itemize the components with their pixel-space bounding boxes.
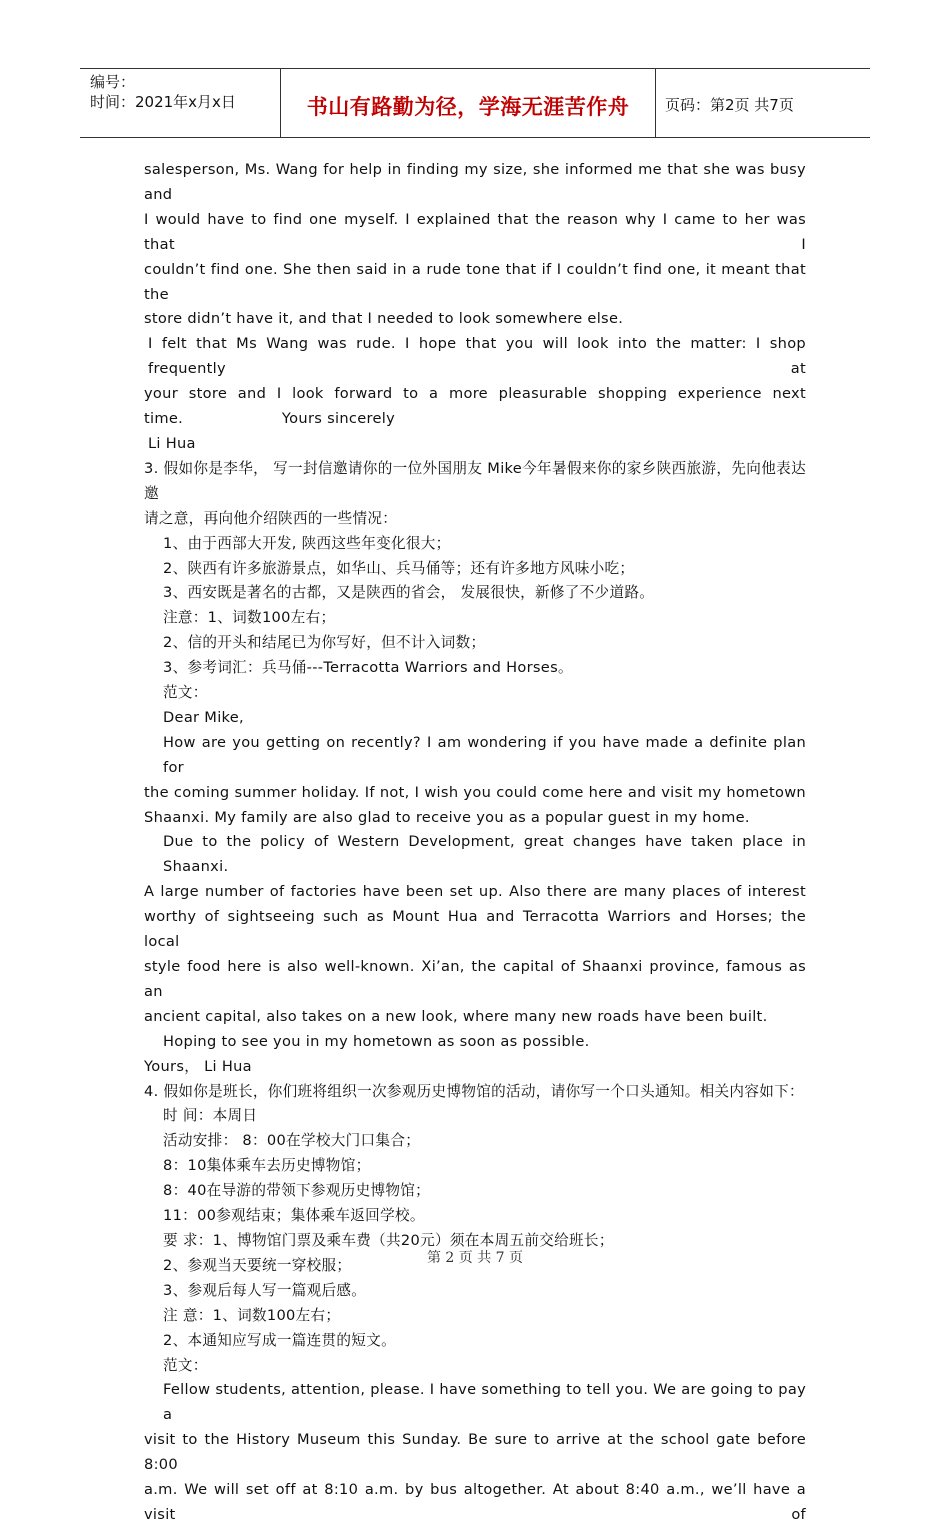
list-item: 11：00参观结束；集体乘车返回学校。 xyxy=(163,1207,425,1225)
question-heading: 3. 假如你是李华， 写一封信邀请你的一位外国朋友 Mike今年暑假来你的家乡陕西旅游，先向他表达邀 xyxy=(144,459,806,502)
question-heading: 4. 假如你是班长，你们班将组织一次参观历史博物馆的活动，请你写一个口头通知。相关内容如下： xyxy=(144,1082,804,1100)
list-item: 3、西安既是著名的古都，又是陕西的省会， 发展很快，新修了不少道路。 xyxy=(163,584,655,602)
list-item: 时 间：本周日 xyxy=(163,1107,258,1125)
note-line: 注意：1、词数100左右； xyxy=(163,609,336,627)
list-item: 8：10集体乘车去历史博物馆； xyxy=(163,1157,371,1175)
list-item: 8：40在导游的带领下参观历史博物馆； xyxy=(163,1182,431,1200)
document-number-label: 编号： xyxy=(90,73,136,91)
text-line: A large number of factories have been set up. Also there are many places of interest xyxy=(144,883,806,901)
header-motto-cell xyxy=(280,69,656,137)
text-line: worthy of sightseeing such as Mount Hua and Terracotta Warriors and Horses; the local xyxy=(144,908,806,951)
text-line: couldn’t find one. She then said in a rude tone that if I couldn’t find one, it meant that the xyxy=(144,260,806,303)
text-line: 请之意，再向他介绍陕西的一些情况： xyxy=(144,509,398,527)
text-line: the coming summer holiday. If not, I wish you could come here and visit my hometown xyxy=(144,783,806,801)
text-line: I would have to find one myself. I explained that the reason why I came to her was that I xyxy=(144,210,806,253)
list-item: 3、参观后每人写一篇观后感。 xyxy=(163,1281,367,1299)
text-line: store didn’t have it, and that I needed to look somewhere else. xyxy=(144,310,624,328)
header-motto: 书山有路勤为径，学海无涯苦作舟 xyxy=(306,95,630,119)
list-item: 活动安排： 8：00在学校大门口集合； xyxy=(163,1132,421,1150)
page-footer: 第 2 页 共 7 页 xyxy=(426,1250,524,1266)
signature-line: Li Hua xyxy=(148,434,196,452)
list-item: 2、参观当天要统一穿校服； xyxy=(163,1256,352,1274)
text-line: your store and I look forward to a more pleasurable shopping experience next xyxy=(144,385,806,403)
note-line: 2、本通知应写成一篇连贯的短文。 xyxy=(163,1331,396,1349)
text-line: Shaanxi. My family are also glad to receive you as a popular guest in my home. xyxy=(144,808,750,826)
text-line: Hoping to see you in my hometown as soon as possible. xyxy=(163,1032,590,1050)
text-line: style food here is also well-known. Xi’an, the capital of Shaanxi province, famous as an xyxy=(144,958,806,1000)
page-header xyxy=(80,68,870,138)
document-body xyxy=(144,158,806,1528)
header-page-number: 页码：第2页 共7页 xyxy=(665,96,794,114)
list-item: 2、陕西有许多旅游景点，如华山、兵马俑等；还有许多地方风味小吃； xyxy=(163,559,635,577)
text-line: Fellow students, attention, please. I have something to tell you. We are going to pay a xyxy=(163,1381,806,1424)
list-item: 要 求：1、博物馆门票及乘车费（共20元）须在本周五前交给班长； xyxy=(163,1231,614,1249)
document-time-label: 时间：2021年x月x日 xyxy=(90,93,236,111)
text-line: I felt that Ms Wang was rude. I hope that you will look into the matter: I shop frequently at xyxy=(148,335,806,378)
text-line: visit to the History Museum this Sunday. Be sure to arrive at the school gate before 8:00 xyxy=(144,1431,806,1474)
list-item: 1、由于西部大开发, 陕西这些年变化很大； xyxy=(163,534,451,552)
note-line: 2、信的开头和结尾已为你写好，但不计入词数； xyxy=(163,634,486,652)
header-page-cell xyxy=(655,69,870,137)
note-line: 注 意：1、词数100左右； xyxy=(163,1306,341,1324)
note-line: 3、参考词汇：兵马俑---Terracotta Warriors and Horses。 xyxy=(163,659,573,677)
text-line: How are you getting on recently? I am wondering if you have made a definite plan for xyxy=(163,733,806,776)
text-line: a.m. We will set off at 8:10 a.m. by bus altogether. At about 8:40 a.m., we’ll have a visit of xyxy=(144,1481,806,1523)
text-line: time. Yours sincerely xyxy=(144,410,396,428)
sample-label: 范文： xyxy=(163,684,208,702)
text-line: salesperson, Ms. Wang for help in finding my size, she informed me that she was busy and xyxy=(144,161,806,203)
header-info-cell xyxy=(80,69,280,137)
letter-closing: Yours， Li Hua xyxy=(144,1057,252,1075)
text-line: Due to the policy of Western Development, great changes have taken place in Shaanxi. xyxy=(163,833,806,876)
letter-greeting: Dear Mike, xyxy=(163,708,244,726)
sample-label: 范文： xyxy=(163,1356,208,1374)
text-line: ancient capital, also takes on a new look, where many new roads have been built. xyxy=(144,1007,768,1025)
